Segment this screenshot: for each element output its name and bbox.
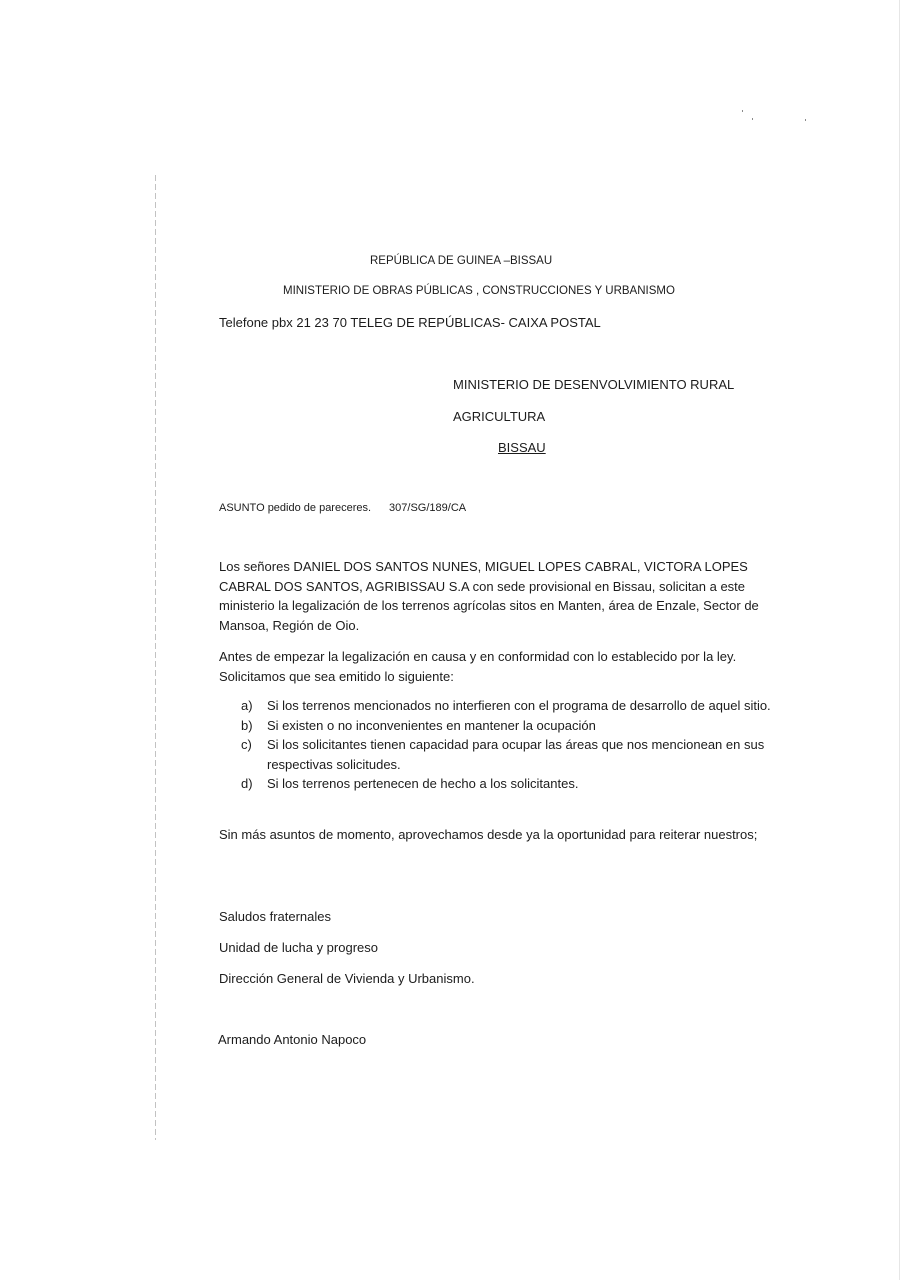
- closing-motto: Unidad de lucha y progreso: [219, 940, 378, 955]
- scan-speck: [752, 118, 753, 120]
- recipient-ministry: MINISTERIO DE DESENVOLVIMIENTO RURAL: [453, 377, 735, 392]
- body-paragraph-closing: Sin más asuntos de momento, aprovechamos desde ya la oportunidad para reiterar nuestros;: [219, 827, 758, 842]
- scan-edge-line: [155, 175, 156, 1140]
- list-marker: a): [241, 698, 253, 713]
- subject-label: ASUNTO pedido de pareceres.: [219, 502, 372, 514]
- closing-greeting: Saludos fraternales: [219, 909, 332, 924]
- list-item: [241, 716, 771, 736]
- header-contact: Telefone pbx 21 23 70 TELEG DE REPÚBLICAS- CAIXA POSTAL: [219, 315, 601, 330]
- subject-line: [219, 503, 466, 514]
- body-paragraph-request: Antes de empezar la legalización en causa y en conformidad con lo establecido por la ley. Solicitamos que sea emitido lo siguiente:: [219, 649, 737, 684]
- list-marker: b): [241, 717, 253, 733]
- list-item-text: Si los solicitantes tienen capacidad para ocupar las áreas que nos mencionean en sus respectivas solicitudes.: [267, 737, 765, 772]
- list-item-text: Si los terrenos pertenecen de hecho a los solicitantes.: [267, 776, 579, 791]
- subject-reference: 307/SG/189/CA: [389, 502, 467, 514]
- list-item: [241, 774, 771, 794]
- scan-speck: [742, 110, 743, 112]
- list-item: [241, 735, 771, 774]
- header-ministry: MINISTERIO DE OBRAS PÚBLICAS , CONSTRUCCIONES Y URBANISMO: [283, 285, 675, 297]
- list-item: [241, 696, 771, 716]
- body-paragraph-applicants: Los señores DANIEL DOS SANTOS NUNES, MIGUEL LOPES CABRAL, VICTORA LOPES CABRAL DOS SANTOS, AGRIBISSAU S.A con sede provisional en Bissau, solicitan a este ministerio la legalización de los terrenos agrícolas sitos en Manten, área de Enzale, Sector de Mansoa, Región de Oio.: [219, 559, 759, 633]
- scan-edge-line-right: [899, 0, 900, 1280]
- scan-speck: [805, 119, 806, 121]
- list-item-text: Si los terrenos mencionados no interfieren con el programa de desarrollo de aquel sitio.: [267, 698, 771, 713]
- header-country: REPÚBLICA DE GUINEA –BISSAU: [370, 255, 553, 267]
- list-marker: d): [241, 776, 253, 791]
- list-item-text: Si existen o no inconvenientes en mantener la ocupación: [267, 717, 596, 733]
- signatory-name: Armando Antonio Napoco: [218, 1032, 367, 1047]
- recipient-city: BISSAU: [498, 440, 546, 455]
- closing-office: Dirección General de Vivienda y Urbanismo.: [219, 971, 475, 986]
- recipient-department: AGRICULTURA: [453, 409, 546, 424]
- list-marker: c): [241, 737, 252, 752]
- request-list: [241, 696, 771, 794]
